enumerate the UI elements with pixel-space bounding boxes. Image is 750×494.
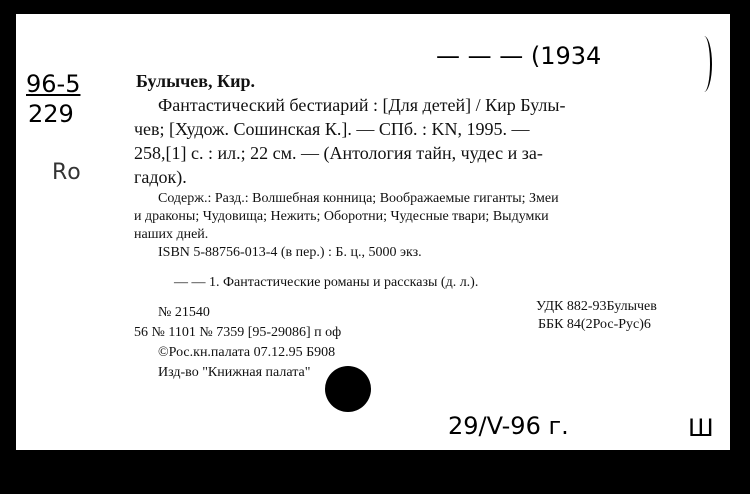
book-chamber-line: ©Рос.кн.палата 07.12.95 Б908 bbox=[158, 345, 336, 360]
title-line-1: Фантастический бестиарий : [Для детей] / Кир Булы- bbox=[158, 95, 566, 115]
shelfmark-bottom: 229 bbox=[28, 100, 74, 128]
margin-note: Rо bbox=[52, 160, 81, 185]
catalog-card bbox=[16, 14, 730, 450]
punch-hole bbox=[325, 366, 371, 412]
handwritten-initial: Ш bbox=[688, 414, 714, 442]
contents-line-2: и драконы; Чудовища; Нежить; Оборотни; Чудесные твари; Выдумки bbox=[134, 209, 549, 224]
registration-numbers: 56 № 1101 № 7359 [95-29086] п оф bbox=[134, 325, 342, 340]
shelfmark-top: 96-5 bbox=[26, 70, 81, 98]
title-line-2: чев; [Худож. Сошинская К.]. — СПб. : KN, 1995. — bbox=[134, 119, 530, 139]
contents-line-1: Содерж.: Разд.: Волшебная конница; Воображаемые гиганты; Змеи bbox=[158, 191, 559, 206]
subject-line: — — 1. Фантастические романы и рассказы (д. л.). bbox=[174, 275, 479, 290]
handwritten-scribble: — — — (1934 bbox=[436, 42, 602, 70]
title-line-3: 258,[1] с. : ил.; 22 см. — (Антология тайн, чудес и за- bbox=[134, 143, 543, 163]
record-number: № 21540 bbox=[158, 305, 210, 320]
title-line-4: гадок). bbox=[134, 167, 187, 187]
bbk-code: ББК 84(2Рос-Рус)6 bbox=[538, 317, 651, 332]
author-heading: Булычев, Кир. bbox=[136, 71, 255, 91]
udk-code: УДК 882-93Булычев bbox=[536, 299, 657, 314]
handwritten-date: 29/V-96 г. bbox=[448, 412, 569, 440]
handwritten-bracket bbox=[696, 36, 712, 92]
publisher-line: Изд-во "Книжная палата" bbox=[158, 365, 311, 380]
isbn-line: ISBN 5-88756-013-4 (в пер.) : Б. ц., 5000 экз. bbox=[158, 245, 422, 260]
contents-line-3: наших дней. bbox=[134, 227, 209, 242]
